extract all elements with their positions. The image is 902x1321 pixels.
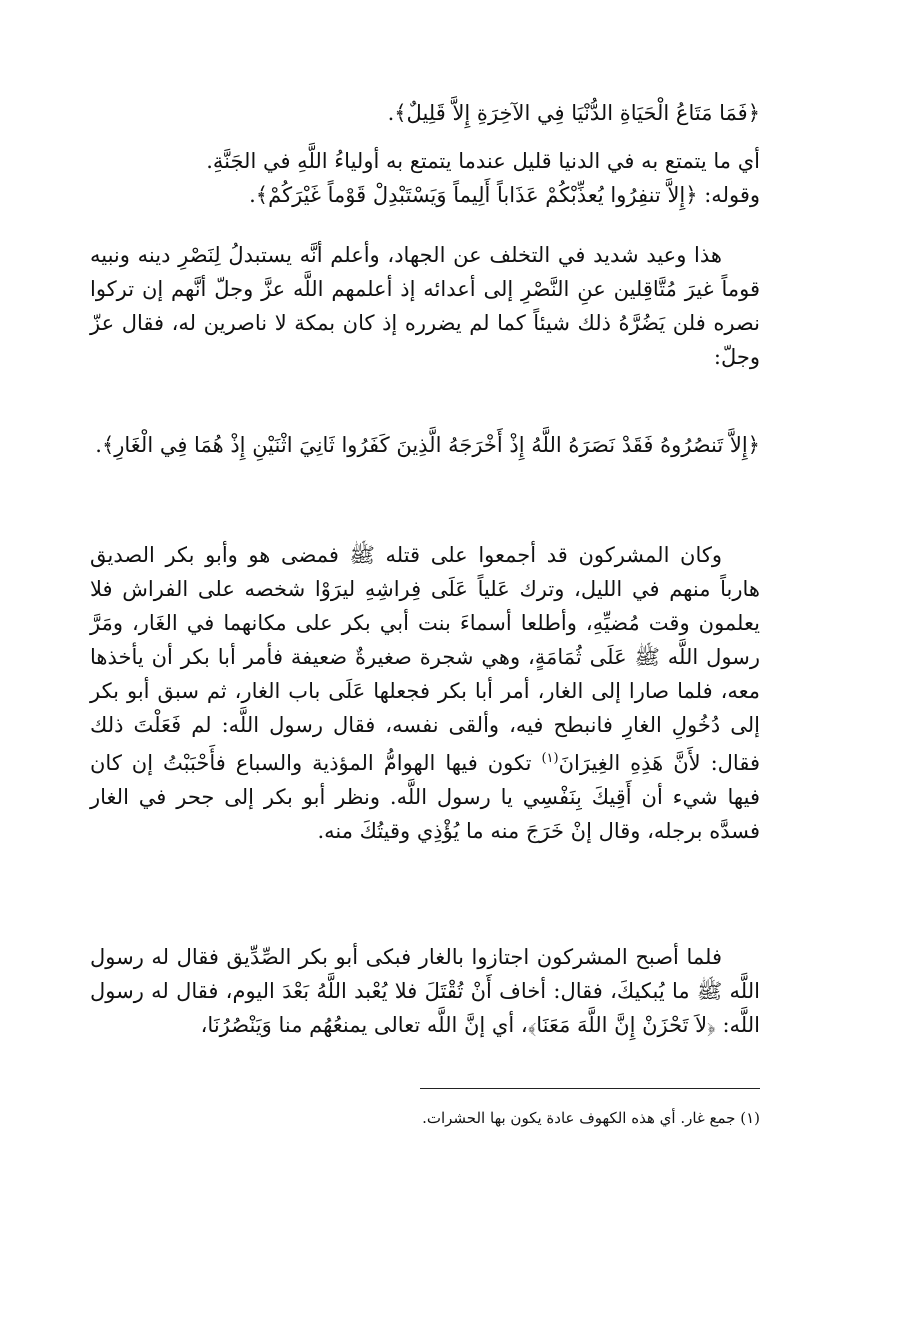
paragraph-2-text: وكان المشركون قد أجمعوا على قتله ﷺ فمضى هو وأبو بكر الصديق هارباً منهم في الليل، وترك عَلياً عَلَى فِراشِهِ ليرَوْا شخصه على الفراش فلا يعلمون وقت مُضيِّهِ، وأطلعا أسماءَ بنت أبي بكر على مكانهما في الغَار، ومَرَّ رسول اللَّه ﷺ عَلَى ثُمَامَةٍ، وهي شجرة صغيرةٌ ضعيفة فأمر أبا بكر أن يأخذها معه، فلما صارا إلى الغار، أمر أبا بكر فجعلها عَلَى باب الغار، ثم سبق أبو بكر إلى دُخُولِ الغارِ فانبطح فيه، وألقى نفسه، فقال رسول اللَّه: لم فَعَلْتَ ذلك فقال: لأَنَّ هَذِهِ الغِيرَانَ bbox=[90, 543, 760, 775]
quran-verse-3 bbox=[90, 428, 760, 462]
gloss-block bbox=[90, 144, 760, 212]
paragraph-2-body bbox=[90, 538, 760, 848]
verse-text: ﴿فَمَا مَتَاعُ الْحَيَاةِ الدُّنْيَا فِي الآخِرَةِ إِلاَّ قَلِيلٌ﴾. bbox=[387, 101, 760, 125]
footnote: (١) جمع غار. أي هذه الكهوف عادة يكون بها الحشرات. bbox=[422, 1109, 760, 1127]
paragraph-2 bbox=[90, 538, 760, 848]
paragraph-3 bbox=[90, 940, 760, 1042]
footnote-divider bbox=[420, 1088, 760, 1089]
paragraph-2-continuation: تكون فيها الهوامُّ المؤذية والسباع فأَحْبَبْتُ إن كان فيها شيء أن أَقِيكَ بِنَفْسِي يا رسول اللَّه. ونظر أبو بكر إلى جحر في الغار فسدَّه برجله، وقال إنْ خَرَجَ منه ما يُؤْذِي وقيتُكَ منه. bbox=[90, 751, 760, 843]
quran-verse-1 bbox=[90, 96, 760, 130]
paragraph-1 bbox=[90, 238, 760, 374]
gloss-text: أي ما يتمتع به في الدنيا قليل عندما يتمتع به أولياءُ اللَّهِ في الجَنَّةِ. bbox=[206, 149, 760, 173]
paragraph-3-text: فلما أصبح المشركون اجتازوا بالغار فبكى أبو بكر الصِّدِّيق فقال له رسول اللَّه ﷺ ما يُبكيكَ، فقال: أخاف أَنْ تُقْتَلَ فلا يُعْبد اللَّهُ بَعْدَ اليوم، فقال له رسول اللَّه: ﴿لاَ تَحْزَنْ إِنَّ اللَّهَ مَعَنَا﴾، أي إنَّ اللَّه تعالى يمنعُهُم منا وَيَنْصُرُنَا، bbox=[90, 945, 760, 1037]
footnote-marker: (١) bbox=[541, 751, 559, 766]
paragraph-1-text: هذا وعيد شديد في التخلف عن الجهاد، وأعلم أنَّه يستبدلُ لِنَصْرِ دينه ونبيه قوماً غيرَ مُتَّاقِلين عنِ النَّصْرِ إلى أعدائه إذ أعلمهم اللَّه عزَّ وجلّ أنَّهم إن تركوا نصره فلن يَضُرَّهُ ذلك شيئاً كما لم يضرره إذ كان بمكة لا ناصرين له، فقال عزّ وجلّ: bbox=[90, 243, 760, 369]
verse-2-text: وقوله: ﴿إِلاَّ تنفِرُوا يُعذِّبْكُمْ عَذَاباً أَلِيماً وَيَسْتَبْدِلْ قَوْماً غَيْرَكُمْ﴾. bbox=[249, 183, 760, 207]
verse-3-text: ﴿إِلاَّ تَنصُرُوهُ فَقَدْ نَصَرَهُ اللَّهُ إِذْ أَخْرَجَهُ الَّذِينَ كَفَرُوا ثَانِيَ اثْنَيْنِ إِذْ هُمَا فِي الْغَارِ﴾. bbox=[95, 433, 760, 457]
